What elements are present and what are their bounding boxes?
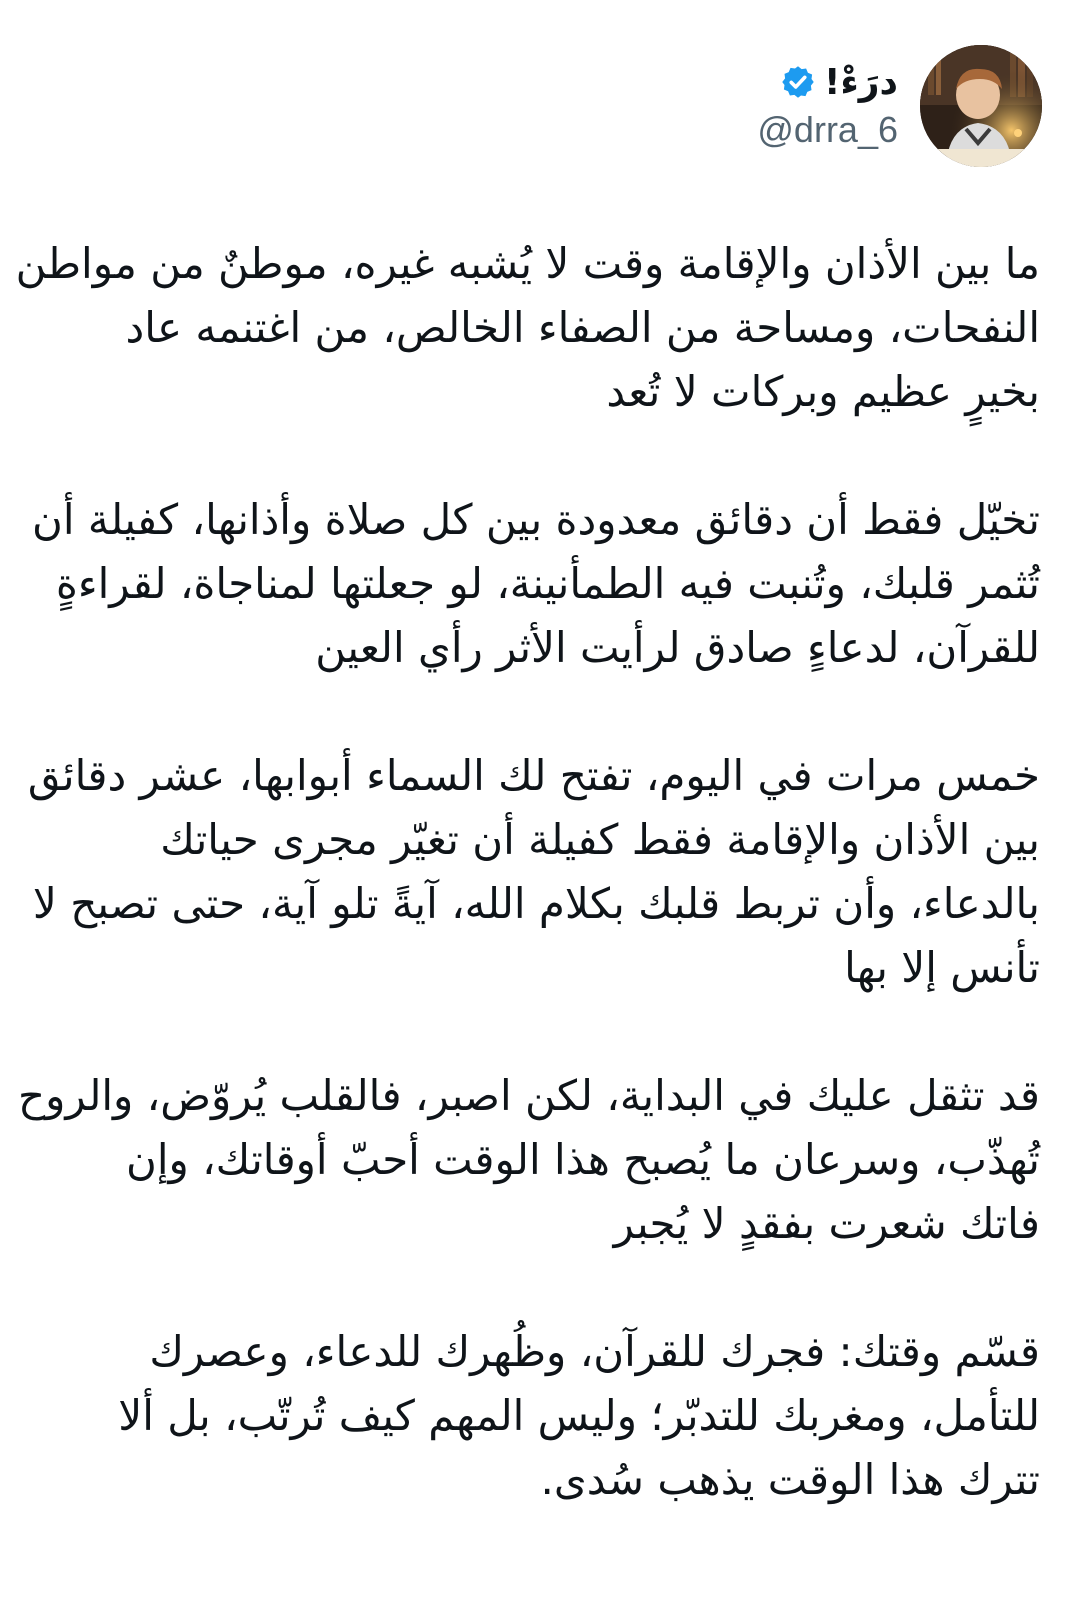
text-line: تأنس إلا بها — [844, 943, 1040, 992]
paragraph-5 — [20, 1320, 1040, 1512]
user-info — [757, 62, 898, 151]
name-row — [780, 62, 898, 103]
text-line: بين الأذان والإقامة فقط كفيلة أن تغيّر مجرى حياتك — [160, 815, 1040, 864]
text-line: خمس مرات في اليوم، تفتح لك السماء أبوابها، عشر دقائق — [27, 751, 1040, 800]
text-line: تُثمر قلبك، وتُنبت فيه الطمأنينة، لو جعلتها لمناجاة، لقراءةٍ — [55, 559, 1040, 608]
paragraph-1 — [15, 232, 1040, 424]
text-line: ما بين الأذان والإقامة وقت لا يُشبه غيره، موطنٌ من مواطن — [15, 239, 1040, 288]
paragraph-2 — [20, 488, 1040, 680]
text-line: تترك هذا الوقت يذهب سُدى. — [540, 1455, 1040, 1504]
text-line: تخيّل فقط أن دقائق معدودة بين كل صلاة وأذانها، كفيلة أن — [31, 495, 1040, 544]
text-line: للتأمل، ومغربك للتدبّر؛ وليس المهم كيف تُرتّب، بل ألا — [118, 1391, 1040, 1440]
display-name[interactable]: درَءْ! — [823, 61, 898, 103]
user-handle[interactable]: @drra_6 — [757, 108, 898, 150]
text-line: تُهذّب، وسرعان ما يُصبح هذا الوقت أحبّ أوقاتك، وإن — [125, 1135, 1040, 1184]
text-line: للقرآن، لدعاءٍ صادق لرأيت الأثر رأي العين — [315, 623, 1040, 672]
text-line: فاتك شعرت بفقدٍ لا يُجبر — [613, 1199, 1040, 1248]
text-line: النفحات، ومساحة من الصفاء الخالص، من اغتنمه عاد — [125, 303, 1040, 352]
tweet-header — [757, 44, 1042, 168]
verified-badge-icon — [780, 64, 816, 100]
profile-avatar-icon — [920, 45, 1042, 167]
text-line: قسّم وقتك: فجرك للقرآن، وظُهرك للدعاء، وعصرك — [149, 1327, 1040, 1376]
tweet-text — [15, 232, 1040, 1512]
paragraph-4 — [20, 1064, 1040, 1256]
text-line: قد تثقل عليك في البداية، لكن اصبر، فالقلب يُروّض، والروح — [18, 1071, 1040, 1120]
paragraph-3 — [20, 744, 1040, 1000]
avatar[interactable] — [920, 45, 1042, 167]
text-line: بالدعاء، وأن تربط قلبك بكلام الله، آيةً تلو آية، حتى تصبح لا — [32, 879, 1040, 928]
text-line: بخيرٍ عظيم وبركات لا تُعد — [606, 367, 1040, 416]
